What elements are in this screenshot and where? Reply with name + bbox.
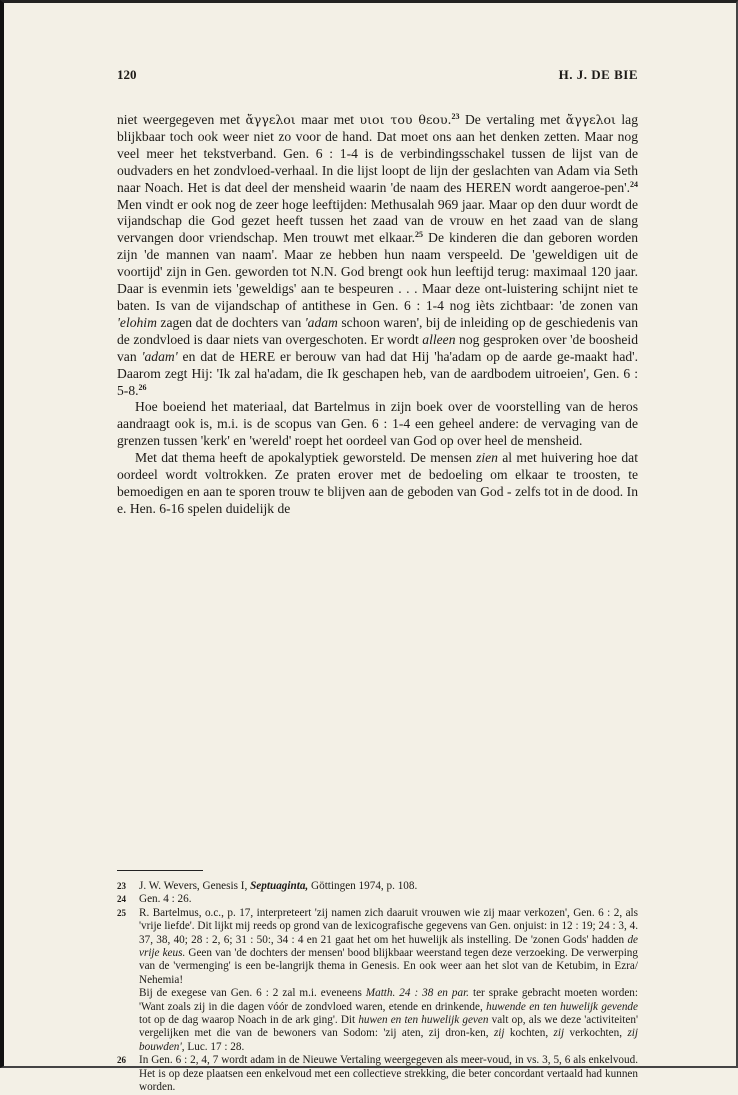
page-header: [117, 67, 638, 87]
text-run: lag blijkbaar toch ook weer niet zo voor de hand. Dat moet ons aan het denken zetten. Maar nog veel meer het tekstverband. Gen. 6 : 1-4 is de verbindingsschakel tussen de lijst van de oudvaders en het zondvloed-verhaal. In die lijst loopt de lijn der geslachten van Adam via Seth naar Noach. Het is dat deel der mensheid waarin 'de naam des HEREN wordt aangeroe-pen'.: [117, 112, 638, 195]
text-run: niet weergegeven met: [117, 112, 246, 127]
text-run: tot op de dag waarop Noach in de ark ging'. Dit: [139, 1014, 359, 1027]
footnote-ref: 25: [415, 230, 424, 240]
text-run: De vertaling met: [459, 112, 566, 127]
text-run: υιοι του θεου.: [359, 112, 452, 127]
text-run: 'elohim: [117, 314, 157, 330]
text-run: valt op, als we deze 'activiteiten' vergelijken met die van de bewoners van Sodom: 'zij aten, zij dron-ken,: [139, 1014, 638, 1040]
footnote-ref: 23: [451, 112, 460, 121]
text-run: J. W. Wevers, Genesis I,: [139, 880, 251, 892]
text-run: ter sprake gebracht moeten worden: 'Want zoals zij in die dagen vóór de zondvloed waren, etende en drinkende,: [139, 987, 638, 1013]
text-run: ἄγγελοι: [245, 112, 296, 127]
text-run: nog gesproken over 'de boosheid van: [117, 331, 638, 364]
footnote-text: [139, 907, 638, 987]
text-run: Hoe boeiend het materiaal, dat Bartelmus in zijn boek over de voorstelling van de heros aandraagt ook is, m.i. is de scopus van Gen. 6 : 1-4 een geheel andere: de vervaging van de grenzen tussen 'kerk' en 'wereld' roept het oordeel van God op over heel de mensheid.: [117, 399, 638, 449]
footnote: [117, 880, 638, 893]
text-run: verkochten,: [564, 1027, 628, 1040]
text-run: zien: [476, 450, 498, 466]
footnote-number: 26: [117, 1055, 126, 1066]
text-run: zij: [493, 1027, 505, 1040]
body-text: [117, 112, 638, 518]
text-run: zij: [553, 1027, 565, 1040]
text-run: kochten,: [504, 1027, 554, 1040]
text-run: Geen van 'de dochters der mensen' bood blijkbaar weerstand tegen deze verzoeking. De verwerping van de 'vermenging' is een be-langrijk thema in Genesis. En ook weer aan het slot van de Ketubim, in Ezra/ Nehemia!: [139, 947, 638, 986]
text-run: Gen. 4 : 26.: [139, 893, 192, 906]
text-run: Matth. 24 : 38 en par.: [365, 987, 469, 1000]
footnote-ref: 24: [630, 179, 638, 189]
footnote-number: 25: [117, 907, 126, 918]
footnote-text: [139, 987, 638, 1054]
text-run: zagen dat de dochters van: [156, 314, 305, 330]
paragraph: [117, 112, 638, 399]
footnote: [117, 907, 638, 1054]
footnote-ref: 26: [138, 382, 147, 392]
text-run: schoon waren', bij de inleiding op de geschiedenis van de zondvloed is daar niets van overgeschoten. Er wordt: [117, 314, 638, 347]
text-run: 'adam: [304, 314, 338, 330]
paragraph: [117, 399, 638, 450]
text-run: maar met: [295, 112, 360, 127]
footnote-number: 23: [117, 881, 126, 891]
footnote: [117, 893, 638, 906]
text-run: zij bouwden',: [139, 1027, 639, 1053]
text-run: en dat de HERE er berouw van had dat Hij 'ha'adam op de aarde ge-maakt had'. Daarom zegt Hij: 'Ik zal ha'adam, die Ik geschapen heb, van de aardbodem uitroeien', Gen. 6 : 5-8.: [117, 348, 638, 398]
text-run: De kinderen die dan geboren worden zijn 'de mannen van naam'. Maar ze hebben hun naam verspeeld. De 'geweldigen uit de voortijd' zijn in Gen. geworden tot N.N. God brengt ook hun leeftijd terug: maximaal 120 jaar. Daar is evenmin iets 'geweldigs' aan te bespeuren . . . Maar deze ont-luistering schijnt niet te baten. Is van de vijandschap of antithese in Gen. 6 : 1-4 nog ièts zichtbaar: 'de zonen van: [117, 230, 638, 313]
text-run: Septuaginta,: [250, 880, 309, 892]
text-run: huwende en ten huwelijk gevende: [486, 1000, 638, 1013]
footnote: [117, 1054, 638, 1094]
text-run: Göttingen 1974, p. 108.: [308, 880, 418, 892]
running-head: H. J. DE BIE: [558, 67, 638, 82]
footnotes: [117, 880, 638, 1095]
footnote-number: 24: [117, 894, 126, 905]
page-number: 120: [117, 67, 137, 82]
text-run: alleen: [422, 331, 456, 347]
text-run: In Gen. 6 : 2, 4, 7 wordt adam in de Nieuwe Vertaling weergegeven als meer-voud, in vs. 3, 5, 6 als enkelvoud. Het is op deze plaatsen een enkelvoud met een collectieve strekking, die beter concordant vertaald had kunnen worden.: [139, 1054, 638, 1094]
text-run: Luc. 17 : 28.: [184, 1040, 245, 1053]
footnote-text: [139, 1054, 638, 1094]
paragraph: [117, 450, 638, 518]
text-run: Men vindt er ook nog de zeer hoge leeftijden: Methusalah 969 jaar. Maar op den duur wordt de vijandschap die God gezet heeft tussen het zaad van de vrouw en het zaad van de slang vervangen door vriendschap. Men trouwt met elkaar.: [117, 196, 638, 246]
text-run: 'adam': [141, 348, 178, 364]
footnote-text: [139, 880, 638, 893]
text-run: al met huivering hoe dat oordeel wordt voltrokken. Ze praten erover met de bedoeling om elkaar te troosten, te bemoedigen en aan te sporen trouw te blijven aan de geboden van God - zelfs tot in de dood. In e. Hen. 6-16 spelen duidelijk de: [117, 450, 638, 516]
text-run: Bij de exegese van Gen. 6 : 2 zal m.i. eveneens: [139, 987, 366, 1000]
footnote-divider: [117, 870, 203, 871]
text-run: ἄγγελοι: [565, 112, 616, 127]
text-run: de vrije keus.: [139, 933, 638, 960]
text-run: Met dat thema heeft de apokalyptiek geworsteld. De mensen: [135, 450, 477, 466]
footnote-text: [139, 893, 638, 906]
text-run: huwen en ten huwelijk geven: [358, 1014, 489, 1027]
text-run: R. Bartelmus, o.c., p. 17, interpreteert 'zij namen zich daaruit vrouwen wie zij maar verkozen', Gen. 6 : 2, als 'vrije liefde'. Dit lijkt mij reeds op grond van de lexicografische gegevens van Gen. onjuist: in 12 : 19; 24 : 3, 4. 37, 38, 40; 28 : 2, 6; 31 : 50:, 34 : 4 en 21 gaat het om het huwelijk als instelling. De 'zonen Gods' hadden: [139, 906, 638, 946]
